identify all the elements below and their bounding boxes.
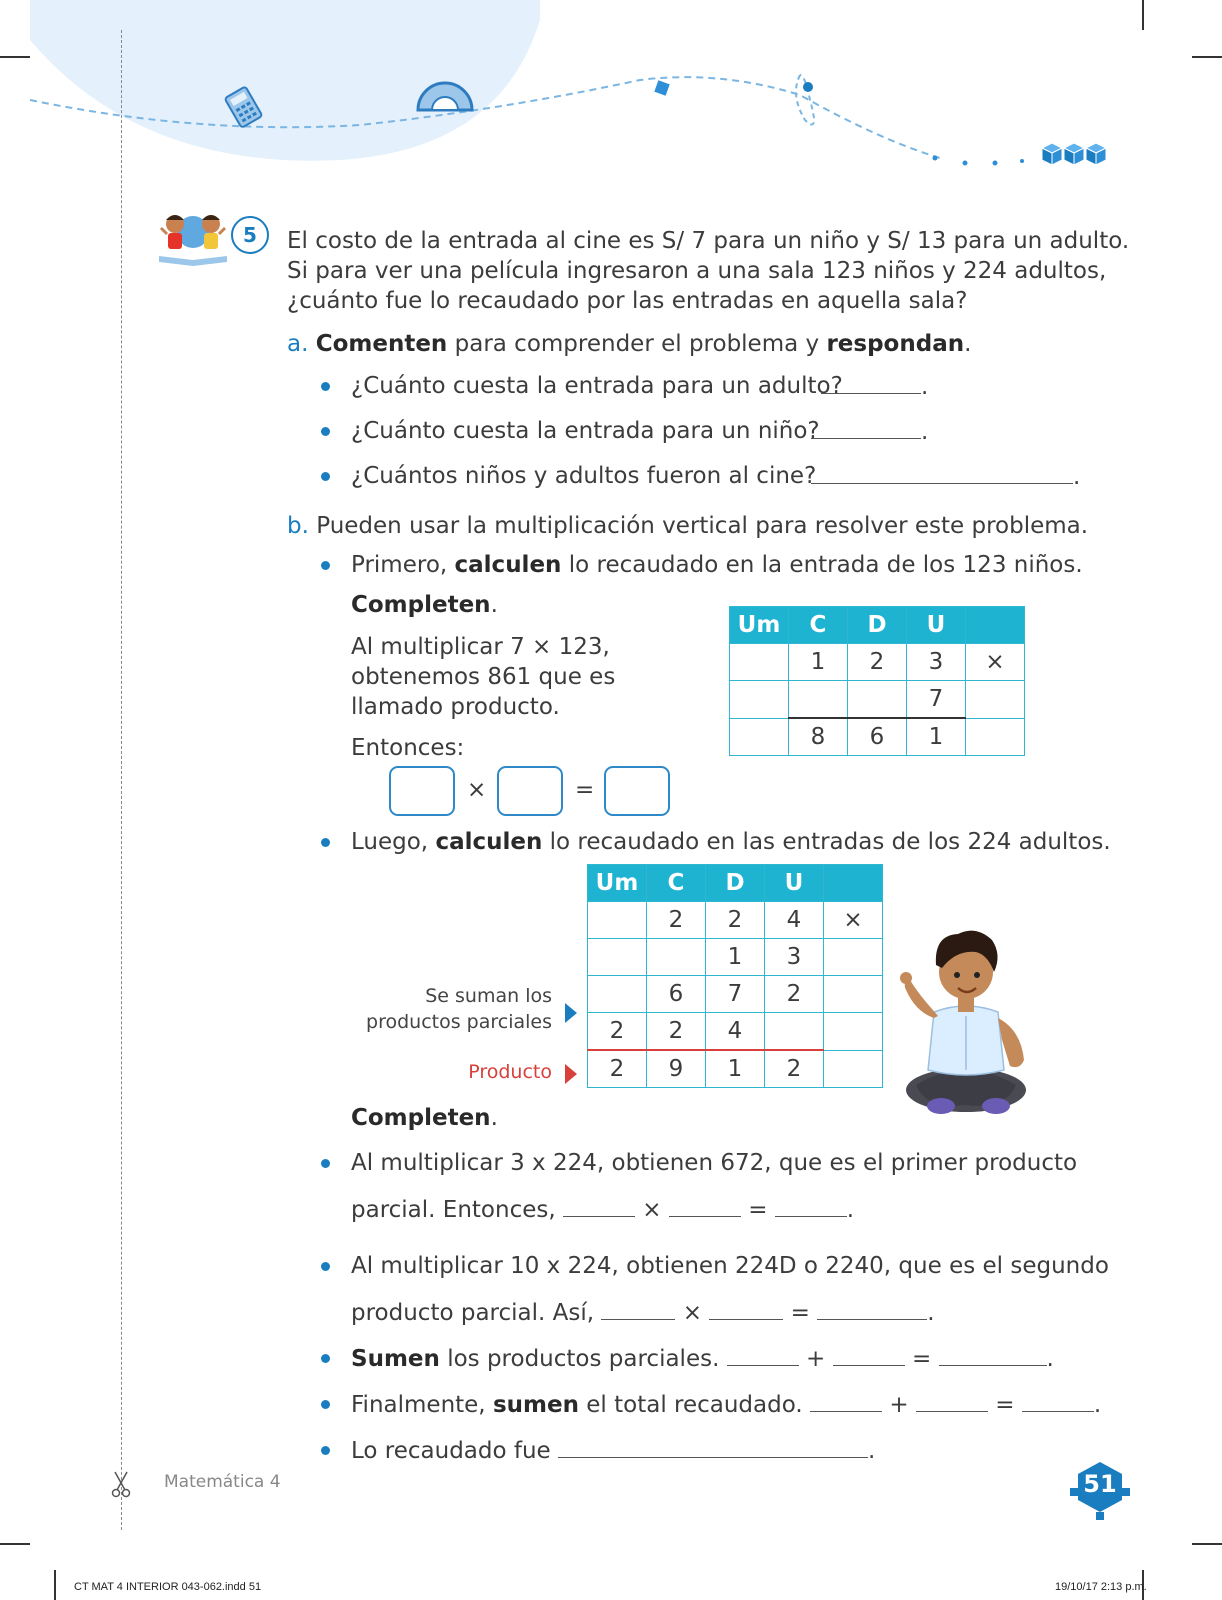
keyword-respondan: respondan <box>826 331 965 357</box>
header-u: U <box>765 865 824 902</box>
explain-line: obtenemos 861 que es <box>351 664 616 690</box>
header-blank <box>824 865 883 902</box>
cubes-icon <box>1040 140 1112 168</box>
table-cell: 1 <box>907 718 966 756</box>
blank-field[interactable] <box>1022 1389 1094 1412</box>
label-product: Producto <box>468 1061 552 1083</box>
completen-label-2: Completen <box>351 1105 491 1131</box>
bullet <box>321 838 330 847</box>
table-cell: 4 <box>706 1013 765 1051</box>
item-final-sum: Finalmente, sumen el total recaudado. + = . <box>351 1389 1101 1420</box>
label-sum-line: productos parciales <box>366 1011 552 1033</box>
table-cell <box>588 939 647 976</box>
table-row <box>588 976 883 1013</box>
bullet <box>321 561 330 570</box>
table-cell: 3 <box>907 644 966 681</box>
crop-mark <box>54 1570 56 1600</box>
keyword-calculen: calculen <box>435 829 543 855</box>
factor-input-box[interactable] <box>389 766 455 816</box>
second-partial-text: producto parcial. Así, <box>351 1300 595 1326</box>
equals-sign: = <box>995 1392 1015 1418</box>
keyword-comenten: Comenten <box>315 331 448 357</box>
header-u: U <box>907 607 966 644</box>
table-cell: 2 <box>647 1013 706 1051</box>
table-cell <box>789 681 848 719</box>
step-children-end: lo recaudado en la entrada de los 123 niños. <box>561 552 1083 578</box>
bullet <box>321 472 330 481</box>
header-um: Um <box>588 865 647 902</box>
table-cell <box>730 644 789 681</box>
table-header-row <box>588 865 883 902</box>
table-cell <box>966 681 1025 719</box>
table-cell: 9 <box>647 1050 706 1088</box>
table-cell: 2 <box>706 902 765 939</box>
equals-sign: = <box>790 1300 810 1326</box>
problem-number: 5 <box>243 223 257 247</box>
table-cell <box>824 1013 883 1051</box>
table-cell <box>730 718 789 756</box>
bullet <box>321 1400 330 1409</box>
table-cell <box>765 1013 824 1051</box>
table-cell: 1 <box>706 1050 765 1088</box>
table-cell <box>824 939 883 976</box>
completen-label: Completen <box>351 592 491 618</box>
protractor-icon <box>414 70 476 114</box>
table-cell: 2 <box>848 644 907 681</box>
print-date: 19/10/17 2:13 p.m. <box>1055 1581 1147 1593</box>
file-name: CT MAT 4 INTERIOR 043-062.indd 51 <box>74 1581 262 1593</box>
completen-heading: Completen. <box>351 592 498 618</box>
factor-input-box[interactable] <box>497 766 563 816</box>
calculator-icon <box>222 86 266 130</box>
page-number: 51 <box>1083 1470 1117 1498</box>
table-cell <box>824 1050 883 1088</box>
table-row <box>588 939 883 976</box>
answer-child-price[interactable]: . <box>811 416 928 447</box>
bullet <box>321 1262 330 1271</box>
explain-line: llamado producto. <box>351 694 560 720</box>
item-first-partial-line2: parcial. Entonces, × = . <box>351 1194 854 1225</box>
item-first-partial-line1: Al multiplicar 3 x 224, obtienen 672, que es el primer producto <box>351 1150 1078 1176</box>
table-cell: 4 <box>765 902 824 939</box>
table-cell: 7 <box>907 681 966 719</box>
step-adults-start: Luego, <box>351 829 436 855</box>
scissors-icon <box>110 1470 132 1498</box>
explain-line: Al multiplicar 7 × 123, <box>351 634 610 660</box>
table-cell: 8 <box>789 718 848 756</box>
multiplication-table-adults <box>587 864 883 1088</box>
final-sum-start: Finalmente, <box>351 1392 493 1418</box>
bullet <box>321 1354 330 1363</box>
part-b-intro-text: Pueden usar la multiplicación vertical para resolver este problema. <box>316 513 1089 539</box>
table-cell: 1 <box>706 939 765 976</box>
header-blank <box>966 607 1025 644</box>
table-cell: 2 <box>647 902 706 939</box>
step-adults <box>351 827 1111 857</box>
blank-field[interactable] <box>810 1389 882 1412</box>
product-input-box[interactable] <box>604 766 670 816</box>
table-cell: 1 <box>789 644 848 681</box>
header-d: D <box>848 607 907 644</box>
header-c: C <box>647 865 706 902</box>
sum-partials-text: los productos parciales. <box>439 1346 720 1372</box>
keyword-calculen: calculen <box>454 552 562 578</box>
table-cell: 2 <box>765 976 824 1013</box>
bullet <box>321 427 330 436</box>
keyword-sumen: sumen <box>492 1392 579 1418</box>
answer-adult-price[interactable]: . <box>821 371 928 402</box>
book-title: Matemática 4 <box>164 1472 281 1492</box>
cut-line <box>121 30 122 1530</box>
table-cell <box>848 681 907 719</box>
header-d: D <box>706 865 765 902</box>
answer-attendance[interactable]: . <box>811 461 1080 492</box>
plus-sign: + <box>806 1346 826 1372</box>
problem-statement-line: ¿cuánto fue lo recaudado por las entradas en aquella sala? <box>287 288 968 314</box>
blank-field[interactable] <box>817 1297 927 1320</box>
question-adult-price: ¿Cuánto cuesta la entrada para un adulto? <box>351 373 843 399</box>
part-a-intro <box>287 329 971 359</box>
table-cell <box>730 681 789 719</box>
table-cell <box>824 976 883 1013</box>
completen-heading-2: Completen. <box>351 1105 498 1131</box>
table-row <box>588 902 883 939</box>
boy-pointing-illustration <box>896 920 1046 1125</box>
question-attendance: ¿Cuántos niños y adultos fueron al cine? <box>351 463 817 489</box>
table-cell <box>647 939 706 976</box>
times-sign: × <box>682 1300 702 1326</box>
times-sign: × <box>642 1197 662 1223</box>
blank-field[interactable] <box>709 1297 783 1320</box>
plus-sign: + <box>889 1392 909 1418</box>
table-row <box>588 1050 883 1088</box>
arrow-right-icon <box>564 1002 578 1024</box>
table-cell <box>588 976 647 1013</box>
equals-sign: = <box>911 1346 932 1372</box>
entonces-label: Entonces: <box>351 735 465 761</box>
table-cell <box>588 902 647 939</box>
table-cell: 6 <box>848 718 907 756</box>
first-partial-text: parcial. Entonces, <box>351 1197 556 1223</box>
blank-field[interactable] <box>775 1194 847 1217</box>
step-adults-end: lo recaudado en las entradas de los 224 adultos. <box>542 829 1111 855</box>
equals-sign: = <box>748 1197 768 1223</box>
step-children <box>351 550 1083 580</box>
blank-field[interactable] <box>563 1194 635 1217</box>
header-c: C <box>789 607 848 644</box>
table-row <box>730 644 1025 681</box>
item-result: Lo recaudado fue . <box>351 1435 875 1466</box>
table-cell: 3 <box>765 939 824 976</box>
final-sum-text: el total recaudado. <box>578 1392 803 1418</box>
crop-mark <box>0 1543 30 1545</box>
table-row <box>730 681 1025 719</box>
item-sum-partials: Sumen los productos parciales. + = . <box>351 1343 1054 1374</box>
kids-reading-icon <box>155 204 231 266</box>
multiplication-table-children <box>729 606 1025 756</box>
part-a-letter: a. <box>287 331 309 357</box>
blank-field[interactable] <box>669 1194 741 1217</box>
header-decoration <box>0 0 1222 180</box>
step-children-start: Primero, <box>351 552 455 578</box>
result-text: Lo recaudado fue <box>351 1438 551 1464</box>
bullet <box>321 1446 330 1455</box>
label-sum-partials <box>330 983 552 1035</box>
bullet <box>321 1159 330 1168</box>
part-b-letter: b. <box>287 513 309 539</box>
item-second-partial-line2: producto parcial. Así, × = . <box>351 1297 935 1328</box>
problem-statement-line: El costo de la entrada al cine es S/ 7 para un niño y S/ 13 para un adulto. <box>287 228 1130 254</box>
times-sign: × <box>467 777 487 803</box>
label-sum-line: Se suman los <box>425 985 552 1007</box>
table-cell: × <box>966 644 1025 681</box>
blank-field[interactable] <box>727 1343 799 1366</box>
equals-sign: = <box>575 777 595 803</box>
part-b-intro <box>287 511 1088 541</box>
part-a-intro-text: para comprender el problema y <box>447 331 827 357</box>
table-header-row <box>730 607 1025 644</box>
item-second-partial-line1: Al multiplicar 10 x 224, obtienen 224D o 2240, que es el segundo <box>351 1253 1109 1279</box>
keyword-sumen: Sumen <box>351 1346 440 1372</box>
header-um: Um <box>730 607 789 644</box>
blank-field[interactable] <box>939 1343 1047 1366</box>
problem-statement-line: Si para ver una película ingresaron a una sala 123 niños y 224 adultos, <box>287 258 1107 284</box>
blank-field[interactable] <box>916 1389 988 1412</box>
table-cell: 2 <box>588 1050 647 1088</box>
blank-field[interactable] <box>601 1297 675 1320</box>
table-cell: 6 <box>647 976 706 1013</box>
table-cell: 2 <box>765 1050 824 1088</box>
arrow-right-icon <box>564 1063 578 1085</box>
table-row <box>588 1013 883 1051</box>
table-cell: 7 <box>706 976 765 1013</box>
table-cell <box>966 718 1025 756</box>
table-row <box>730 718 1025 756</box>
part-a-intro-end: . <box>964 331 972 357</box>
blank-field[interactable] <box>558 1435 868 1458</box>
crop-mark <box>1192 1543 1222 1545</box>
problem-number-badge <box>231 216 269 254</box>
blank-field[interactable] <box>833 1343 905 1366</box>
table-cell: 2 <box>588 1013 647 1051</box>
table-cell: × <box>824 902 883 939</box>
question-child-price: ¿Cuánto cuesta la entrada para un niño? <box>351 418 820 444</box>
bullet <box>321 382 330 391</box>
